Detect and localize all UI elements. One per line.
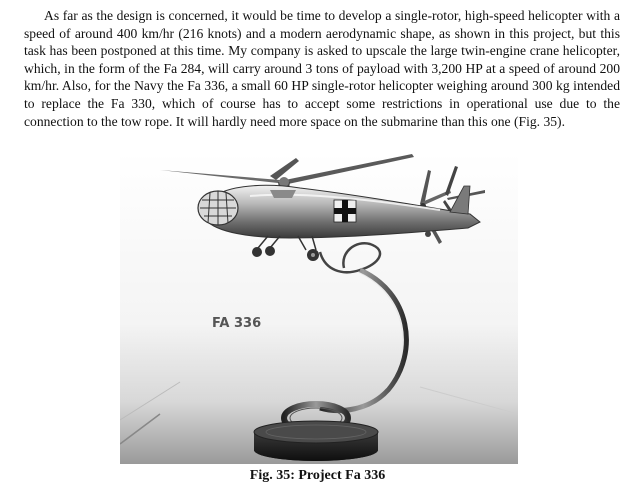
figure-caption: Fig. 35: Project Fa 336 (249, 468, 386, 483)
figure-photo (120, 152, 518, 464)
placard-label: FA 336 (212, 316, 262, 331)
helicopter-model-photo (120, 152, 518, 464)
body-paragraph: As far as the design is concerned, it would be time to develop a single-rotor, high-speed helicopter with a speed of around 400 km/hr (216 knots) and a modern aerodynamic shape, as shown in this project, but this task has been postponed at this time. My company is asked to upscale the large twin-engine crane helicopter, which, in the form of the Fa 284, will carry around 3 tons of payload with 3,200 HP at a speed of around 200 km/hr. Also, for the Navy the Fa 336, a small 60 HP single-rotor helicopter weighing around 300 kg intended to replace the Fa 330, which of course has to accept some restrictions in operational use due to the connection to the tow rope. It will hardly need more space on the submarine than this one (Fig. 35). (24, 8, 620, 129)
cross-marking (334, 200, 356, 222)
